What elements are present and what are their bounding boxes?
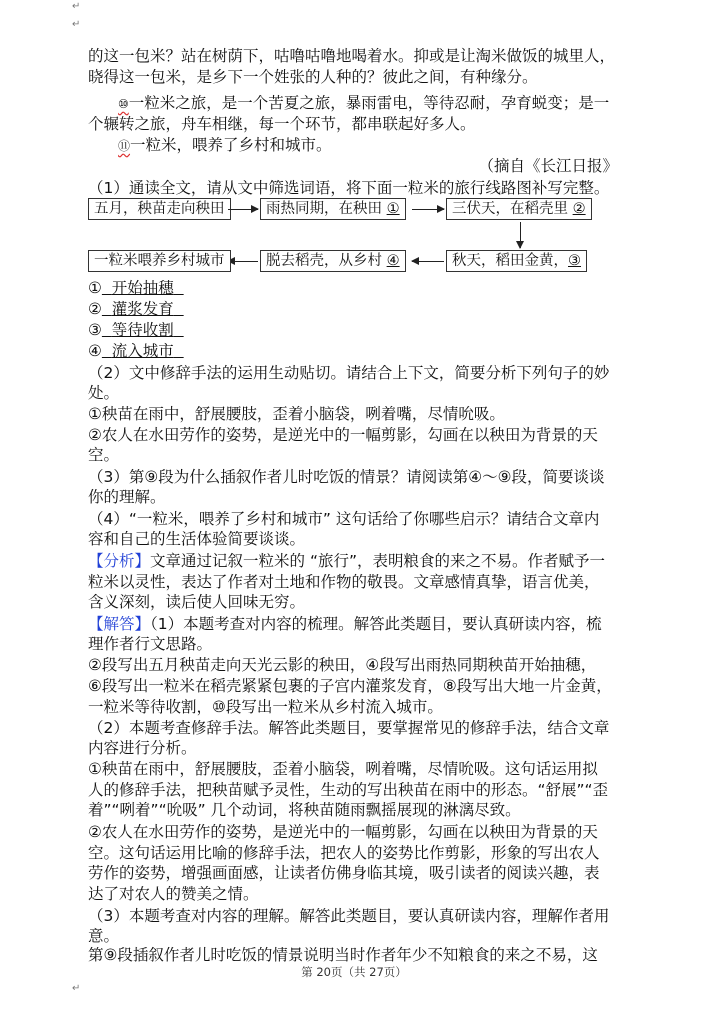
flow-arrow — [228, 261, 258, 262]
analysis — [88, 551, 628, 571]
solution-line: 理作者行文思路。 — [88, 635, 213, 653]
solution-line: 着”“咧着”“吮吸” 几个动词，将秧苗随雨飘摇展现的淋漓尽致。 — [88, 801, 521, 819]
paragraph-text: 一粒米，喂养了乡村和城市。 — [130, 136, 332, 154]
answer-3 — [88, 320, 628, 340]
paragraph-mark: ↵ — [72, 19, 81, 30]
answer-value: 开始抽穗 — [111, 279, 174, 297]
solution-line: 劳作的姿势，增强画面感，让读者仿佛身临其境，吸引读者的阅读兴趣，表 — [88, 864, 600, 882]
solution-line: 意。 — [88, 927, 120, 945]
passage-line: 晓得这一包米，是乡下一个姓张的人种的？彼此之间，有种缘分。 — [88, 68, 538, 86]
page-footer: 第 20页（共 27页） — [301, 965, 407, 979]
blank-number: ④ — [386, 253, 400, 269]
blank-number: ③ — [568, 253, 581, 269]
solution-line: 空。这句话运用比喻的修辞手法，把农人的姿势比作剪影，形象的写出农人 — [88, 844, 600, 862]
answer-1 — [88, 278, 628, 298]
paragraph-10 — [88, 93, 628, 114]
solution-line: ①秧苗在雨中，舒展腰肢，歪着小脑袋，咧着嘴，尽情吮吸。这句话运用拟 — [88, 760, 598, 778]
question-2: （2）文中修辞手法的运用生动贴切。请结合上下文，简要分析下列句子的妙 — [88, 364, 610, 382]
solution-line: ②段写出五月秧苗走向天光云影的秧田，④段写出雨热同期秧苗开始抽穗， — [88, 656, 597, 674]
question-1: （1）通读全文，请从文中筛选词语，将下面一粒米的旅行线路图补写完整。 — [88, 179, 610, 197]
paragraph-text: 一粒米之旅，是一个苦夏之旅，暴雨雷电，等待忍耐，孕育蜕变；是一 — [128, 94, 610, 112]
paragraph-11 — [88, 135, 628, 156]
analysis-cont: 含义深刻，读后使人回味无穷。 — [88, 593, 306, 611]
blank-number: ② — [572, 201, 586, 217]
flow-step-text: 三伏天，在稻壳里 — [452, 201, 573, 217]
source-citation: （摘自《长江日报》 — [478, 157, 618, 175]
solution-line: 达了对农人的赞美之情。 — [88, 885, 259, 903]
question-3: （3）第⑨段为什么插叙作者儿时吃饭的情景？请阅读第④～⑨段，简要谈谈 — [88, 468, 605, 486]
solution-line: ②农人在水田劳作的姿势，是逆光中的一幅剪影，勾画在以秧田为背景的天 — [88, 823, 598, 841]
answer-2 — [88, 299, 628, 319]
solution-line: （3）本题考查对内容的理解。解答此类题目，要认真研读内容，理解作者用 — [88, 907, 610, 925]
question-2-sentence-1: ①秧苗在雨中，舒展腰肢，歪着小脑袋，咧着嘴，尽情吮吸。 — [88, 405, 505, 423]
flow-step-text: 雨热同期，在秧田 — [266, 201, 387, 217]
solution-line: 第⑨段插叙作者儿时吃饭的情景说明当时作者年少不知粮食的来之不易，这 — [88, 946, 598, 964]
paragraph-mark: ↵ — [72, 1, 81, 12]
flow-step-6: 一粒米喂养乡村城市 — [88, 250, 231, 272]
answer-number: ④ — [88, 342, 102, 360]
solution — [88, 614, 628, 634]
flow-step-2 — [260, 198, 406, 220]
answer-number: ① — [88, 279, 102, 297]
flow-arrow — [412, 261, 444, 262]
paragraph-10-cont: 个辗转之旅，舟车相继，每一个环节，都串联起好多人。 — [88, 115, 476, 133]
answer-text — [102, 321, 184, 339]
answer-4 — [88, 341, 628, 361]
solution-line: （2）本题考查修辞手法。解答此类题目，要掌握常见的修辞手法，结合文章 — [88, 719, 610, 737]
flow-step-text: 秋天，稻田金黄， — [452, 253, 568, 269]
flow-step-1: 五月，秧苗走向秧田 — [88, 198, 231, 220]
answer-value: 流入城市 — [111, 342, 174, 360]
analysis-cont: 粒米以灵性，表达了作者对土地和作物的敬畏。文章感情真挚，语言优美， — [88, 573, 600, 591]
paragraph-number: ⑩ — [118, 97, 129, 111]
answer-text — [102, 300, 184, 318]
question-3-cont: 你的理解。 — [88, 488, 166, 506]
blank-number: ① — [386, 201, 400, 217]
flow-arrow — [412, 209, 444, 210]
paragraph-number: ⑪ — [118, 139, 131, 153]
answer-number: ② — [88, 300, 102, 318]
answer-number: ③ — [88, 321, 102, 339]
answer-text — [102, 279, 184, 297]
analysis-tag: 【分析】 — [88, 552, 151, 570]
question-2-sentence-2-cont: 空。 — [88, 446, 120, 464]
solution-line: 人的修辞手法，把秧苗赋予灵性，生动的写出秧苗在雨中的形态。“舒展”“歪 — [88, 781, 609, 799]
answer-value: 灌浆发育 — [111, 300, 174, 318]
passage-line: 的这一包米？站在树荫下，咕噜咕噜地喝着水。抑或是让淘米做饭的城里人， — [88, 47, 616, 65]
solution-line: 内容进行分析。 — [88, 739, 197, 757]
question-4-cont: 容和自己的生活体验简要谈谈。 — [88, 530, 306, 548]
solution-text: （1）本题考查对内容的梳理。解答此类题目，要认真研读内容，梳 — [150, 615, 602, 633]
solution-tag: 【解答】 — [88, 615, 151, 633]
flow-arrow — [228, 209, 258, 210]
flow-arrow-down — [520, 222, 521, 248]
flow-step-text: 脱去稻壳，从乡村 — [266, 253, 387, 269]
answer-text — [102, 342, 184, 360]
solution-line: ⑥段写出一粒米在稻壳紧紧包裹的子宫内灌浆发育，⑧段写出大地一片金黄， — [88, 677, 612, 695]
analysis-text: 文章通过记叙一粒米的 “旅行”，表明粮食的来之不易。作者赋予一 — [150, 552, 606, 570]
question-2-cont: 处。 — [88, 384, 120, 402]
answer-value: 等待收割 — [111, 321, 174, 339]
flow-step-3 — [446, 198, 592, 220]
question-2-sentence-2: ②农人在水田劳作的姿势，是逆光中的一幅剪影，勾画在以秧田为背景的天 — [88, 426, 598, 444]
question-4: （4）“一粒米，喂养了乡村和城市” 这句话给了你哪些启示？请结合文章内 — [88, 510, 600, 528]
paragraph-mark: ↵ — [72, 983, 81, 994]
flow-step-4 — [446, 250, 587, 272]
solution-line: 一粒米等待收割，⑩段写出一粒米从乡村流入城市。 — [88, 698, 443, 716]
flow-step-5 — [260, 250, 406, 272]
